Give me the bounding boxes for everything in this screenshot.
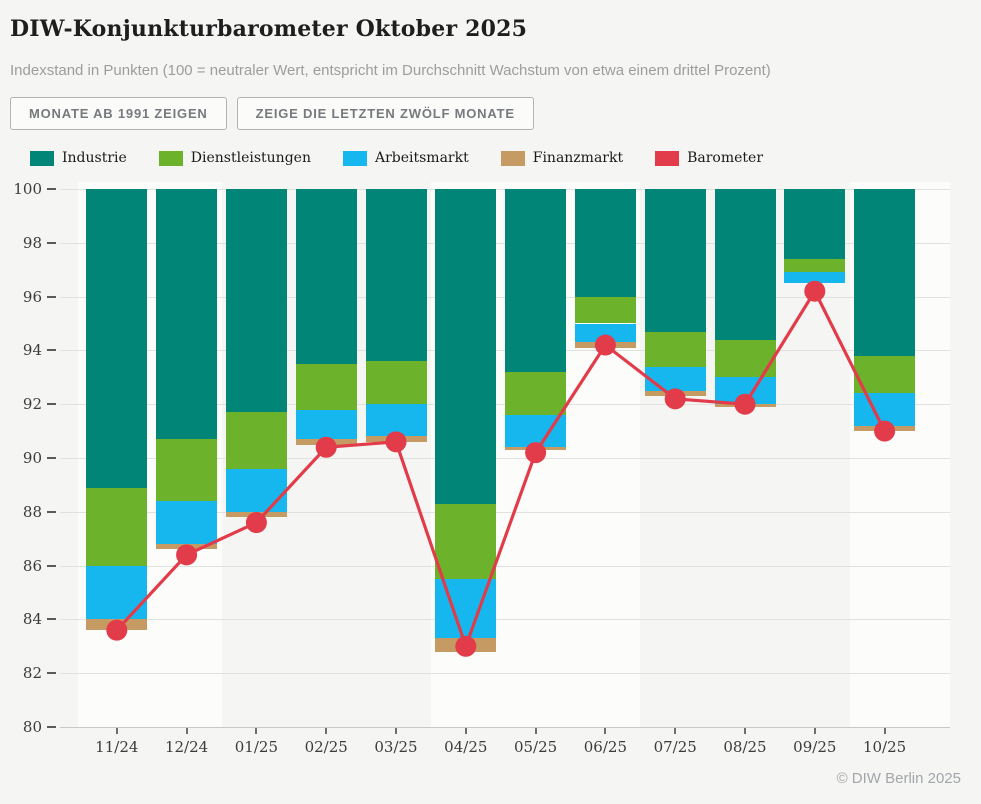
x-axis-label-11/24: 11/24 (95, 738, 139, 756)
y-axis-label: 94 (22, 341, 42, 360)
y-axis-label: 92 (22, 395, 42, 414)
y-axis-tick (47, 242, 56, 244)
y-axis-tick (47, 296, 56, 298)
barometer-point-12/24 (176, 544, 197, 565)
barometer-point-08/25 (735, 394, 756, 415)
x-axis-label-01/25: 01/25 (234, 738, 278, 756)
x-axis-label-08/25: 08/25 (723, 738, 767, 756)
show-months-from-1991-button[interactable]: MONATE AB 1991 ZEIGEN (10, 97, 227, 130)
barometer-point-07/25 (665, 388, 686, 409)
y-axis-label: 86 (22, 556, 42, 575)
y-axis-tick (47, 188, 56, 190)
legend-label: Finanzmarkt (532, 150, 624, 166)
barometer-point-09/25 (804, 281, 825, 302)
barometer-point-04/25 (455, 636, 476, 657)
legend-label: Barometer (687, 150, 764, 166)
barometer-point-02/25 (316, 437, 337, 458)
y-axis-tick (47, 349, 56, 351)
y-axis-label: 88 (22, 502, 42, 521)
y-axis-label: 98 (22, 233, 42, 252)
barometer-point-01/25 (246, 512, 267, 533)
y-axis-tick (47, 511, 56, 513)
x-axis-label-05/25: 05/25 (513, 738, 558, 756)
x-axis-label-02/25: 02/25 (304, 738, 348, 756)
y-axis-label: 100 (13, 180, 42, 198)
barometer-line (117, 291, 885, 646)
x-axis-label-04/25: 04/25 (444, 738, 488, 756)
barometer-point-10/25 (874, 421, 895, 442)
y-axis-tick (47, 726, 56, 728)
y-axis-label: 82 (22, 664, 42, 683)
y-axis-label: 84 (22, 610, 42, 629)
y-axis-label: 80 (22, 718, 42, 736)
y-axis-tick (47, 618, 56, 620)
barometer-line-overlay (78, 182, 950, 757)
page-title: DIW-Konjunkturbarometer Oktober 2025 (10, 16, 528, 42)
x-axis-label-06/25: 06/25 (583, 738, 627, 756)
y-axis-tick (47, 403, 56, 405)
y-axis-tick (47, 457, 56, 459)
legend-label: Industrie (62, 150, 127, 166)
y-axis-label: 96 (22, 287, 42, 306)
x-axis-label-10/25: 10/25 (862, 738, 907, 756)
show-last-twelve-months-button[interactable]: ZEIGE DIE LETZTEN ZWÖLF MONATE (237, 97, 534, 130)
page-subtitle: Indexstand in Punkten (100 = neutraler Wert, entspricht im Durchschnitt Wachstum von etwa einem drittel Prozent) (10, 62, 771, 79)
legend-label: Dienstleistungen (190, 150, 311, 166)
barometer-point-11/24 (106, 620, 127, 641)
x-axis-label-03/25: 03/25 (374, 738, 418, 756)
y-axis-tick (47, 565, 56, 567)
barometer-point-05/25 (525, 442, 546, 463)
barometer-point-06/25 (595, 335, 616, 356)
legend-label: Arbeitsmarkt (374, 150, 469, 166)
copyright-notice: © DIW Berlin 2025 (836, 770, 961, 787)
x-axis-label-09/25: 09/25 (793, 738, 837, 756)
x-axis-label-12/24: 12/24 (164, 738, 209, 756)
y-axis-tick (47, 672, 56, 674)
y-axis-label: 90 (22, 449, 42, 467)
x-axis-label-07/25: 07/25 (653, 738, 697, 756)
barometer-point-03/25 (386, 431, 407, 452)
